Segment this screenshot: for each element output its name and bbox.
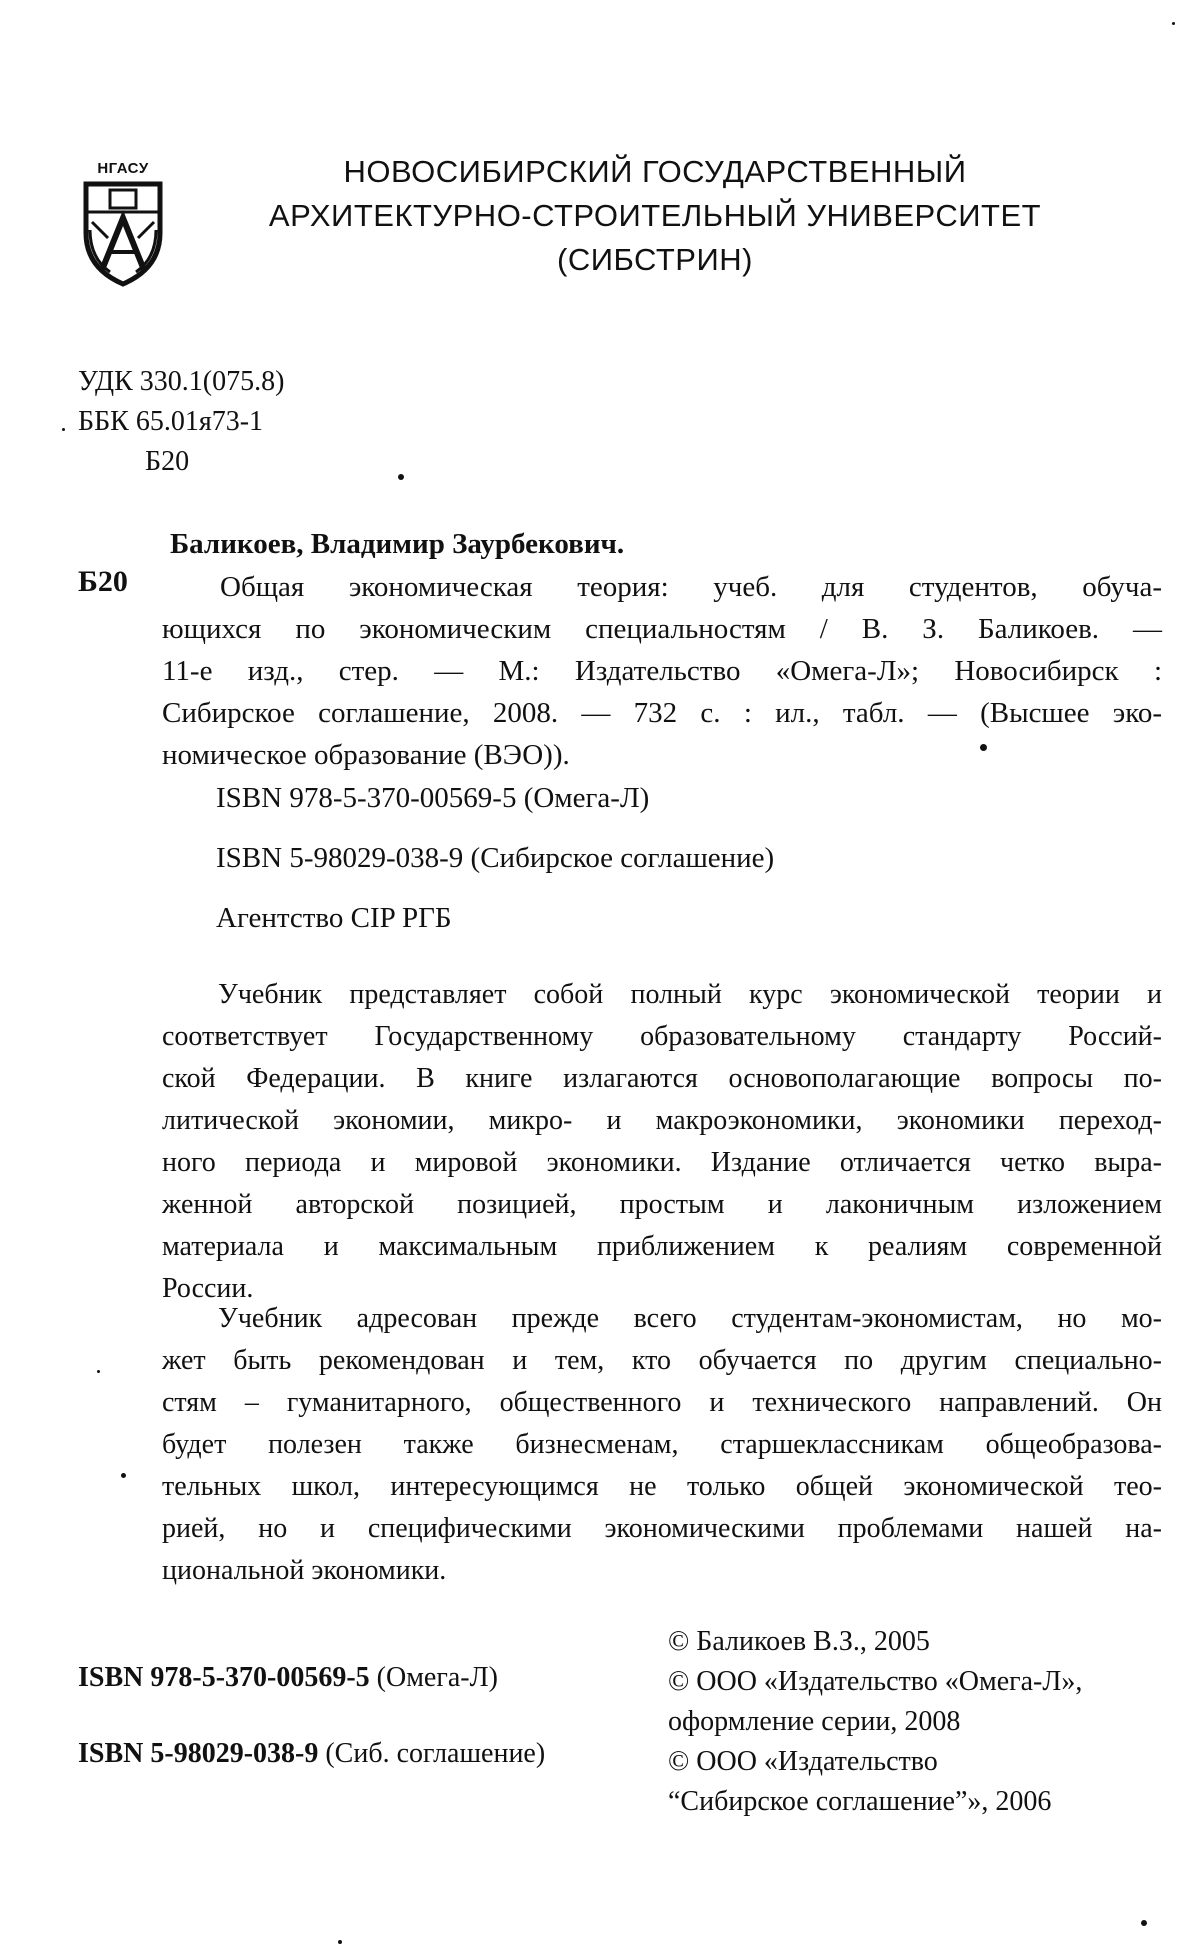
annotation-line: стям – гуманитарного, общественного и технического направлений. Он: [162, 1387, 1162, 1418]
annotation-line: циональной экономики.: [162, 1555, 447, 1586]
annotation-line: литической экономии, микро- и макроэкономики, экономики переход-: [162, 1105, 1162, 1136]
annotation-line: ской Федерации. В книге излагаются основополагающие вопросы по-: [162, 1063, 1162, 1094]
record-line: номическое образование (ВЭО)).: [162, 739, 570, 771]
annotation-line: соответствует Государственному образовательному стандарту Россий-: [162, 1021, 1162, 1052]
scan-speck: [338, 1940, 342, 1944]
annotation-line: женной авторской позицией, простым и лаконичным изложением: [162, 1189, 1162, 1220]
logo-text: НГАСУ: [97, 160, 149, 177]
bottom-isbn-omega-number: ISBN 978-5-370-00569-5: [78, 1662, 370, 1693]
scan-speck: [97, 1370, 100, 1373]
record-author: Баликоев, Владимир Заурбекович.: [170, 528, 625, 560]
scan-speck: [1141, 1920, 1147, 1926]
copyright-line: © Баликоев В.З., 2005: [668, 1626, 930, 1657]
annotation-paragraph-1: [162, 974, 1162, 1310]
record-isbn-omega: ISBN 978-5-370-00569-5 (Омега-Л): [216, 782, 650, 814]
scan-speck: [398, 474, 404, 480]
university-name-line1: НОВОСИБИРСКИЙ ГОСУДАРСТВЕННЫЙ: [343, 154, 967, 189]
record-agency: Агентство CIP РГБ: [216, 902, 452, 934]
annotation-line: России.: [162, 1273, 254, 1304]
scan-speck: [980, 744, 987, 751]
annotation-line: будет полезен также бизнесменам, старшеклассникам общеобразова-: [162, 1429, 1162, 1460]
shield-emblem-icon: [80, 178, 166, 288]
annotation-line: Учебник адресован прежде всего студентам-экономистам, но мо-: [218, 1303, 1162, 1334]
copyright-line: оформление серии, 2008: [668, 1706, 961, 1737]
bbk-code: ББК 65.01я73-1: [78, 406, 264, 437]
university-logo: [78, 160, 168, 290]
bottom-isbn-omega-publisher: (Омега-Л): [369, 1662, 498, 1693]
copyright-line: “Сибирское соглашение”», 2006: [668, 1786, 1052, 1817]
record-line: 11-е изд., стер. — М.: Издательство «Омега-Л»; Новосибирск :: [162, 655, 1162, 687]
scan-speck: [62, 428, 65, 431]
record-isbn-sib: ISBN 5-98029-038-9 (Сибирское соглашение): [216, 842, 775, 874]
university-name: [225, 150, 1085, 282]
annotation-line: материала и максимальным приближением к реалиям современной: [162, 1231, 1162, 1262]
scan-speck: [121, 1473, 126, 1478]
bottom-isbn-sib-publisher: (Сиб. соглашение): [318, 1738, 546, 1769]
annotation-line: Учебник представляет собой полный курс экономической теории и: [218, 979, 1162, 1010]
university-name-line2: АРХИТЕКТУРНО-СТРОИТЕЛЬНЫЙ УНИВЕРСИТЕТ: [268, 198, 1042, 233]
bottom-isbn-sib: [78, 1738, 545, 1770]
record-description: [162, 566, 1162, 776]
university-name-line3: (СИБСТРИН): [557, 242, 753, 277]
scan-speck: [1172, 22, 1175, 25]
annotation-line: тельных школ, интересующимся не только общей экономической тео-: [162, 1471, 1162, 1502]
annotation-line: ного периода и мировой экономики. Издание отличается четко выра-: [162, 1147, 1162, 1178]
record-author-mark: Б20: [78, 565, 128, 598]
record-line: Сибирское соглашение, 2008. — 732 с. : ил., табл. — (Высшее эко-: [162, 697, 1162, 729]
copyright-line: © ООО «Издательство: [668, 1746, 938, 1777]
annotation-paragraph-2: [162, 1298, 1162, 1592]
classification-codes: [78, 362, 284, 482]
annotation-line: жет быть рекомендован и тем, кто обучается по другим специально-: [162, 1345, 1162, 1376]
udk-code: УДК 330.1(075.8): [78, 366, 285, 397]
bottom-isbn-omega: [78, 1662, 498, 1694]
copyright-line: © ООО «Издательство «Омега-Л»,: [668, 1666, 1083, 1697]
copyright-block: [668, 1622, 1082, 1822]
annotation-line: рией, но и специфическими экономическими проблемами нашей на-: [162, 1513, 1162, 1544]
record-line: Общая экономическая теория: учеб. для студентов, обуча-: [220, 571, 1162, 603]
author-mark-code: Б20: [145, 446, 190, 477]
record-line: ющихся по экономическим специальностям / В. З. Баликоев. —: [162, 613, 1162, 645]
bottom-isbn-sib-number: ISBN 5-98029-038-9: [78, 1738, 319, 1769]
